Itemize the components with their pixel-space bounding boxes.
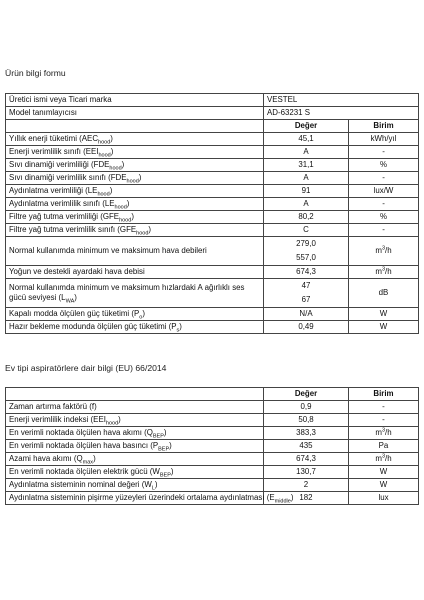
- table-row: [6, 224, 419, 237]
- cell-text: Sıvı dinamiği verimliliği (FDE: [9, 159, 110, 169]
- cell-text: ): [118, 414, 121, 424]
- row-unit: [349, 266, 419, 279]
- row-label: [6, 237, 264, 266]
- row-label: [6, 479, 264, 492]
- subscript-text: BEP: [158, 446, 170, 453]
- value-line: 0,9: [300, 401, 312, 411]
- cell-text: Zaman artırma faktörü (f): [9, 401, 97, 411]
- row-unit: [349, 321, 419, 334]
- subscript-text: middle: [274, 498, 291, 505]
- row-value: [264, 466, 349, 479]
- row-unit: [349, 466, 419, 479]
- cell-text: -: [382, 401, 385, 411]
- cell-text: -: [382, 172, 385, 182]
- value-line: 80,2: [298, 211, 314, 221]
- subscript-text: hood: [126, 178, 139, 185]
- cell-text: lux/W: [373, 185, 394, 195]
- row-label: [6, 492, 294, 505]
- value-line: 557,0: [296, 253, 316, 262]
- value-line: 182: [299, 492, 313, 502]
- cell-text: /h: [385, 245, 392, 255]
- header-unit: Birim: [349, 120, 419, 133]
- superscript-text: 3: [381, 245, 386, 252]
- value-line: AD-63231 S: [267, 107, 310, 117]
- value-line: 435: [299, 440, 313, 450]
- row-unit: [349, 198, 419, 211]
- row-unit: [349, 159, 419, 172]
- cell-text: W: [379, 321, 388, 331]
- row-value: [264, 237, 349, 266]
- row-label: [6, 427, 264, 440]
- row-value: [264, 146, 349, 159]
- cell-text: En verimli noktada ölçülen hava basıncı (P: [9, 440, 159, 450]
- superscript-text: 3: [381, 266, 386, 273]
- cell-text: /h: [385, 427, 392, 437]
- cell-text: /h: [385, 266, 392, 276]
- table-row: [6, 466, 419, 479]
- table-row: [6, 107, 419, 120]
- value-line: 279,0: [296, 239, 316, 248]
- row-value: [264, 198, 349, 211]
- regulation-title: Ev tipi aspiratörlere dair bilgi (EU) 66/2014: [5, 363, 167, 373]
- row-value: [264, 133, 349, 146]
- eu-regulation-table: [5, 387, 419, 505]
- row-label: [6, 211, 264, 224]
- table-row: [6, 94, 419, 107]
- row-unit: [349, 279, 419, 308]
- table-row: [6, 198, 419, 211]
- cell-text: kWh/yıl: [370, 133, 397, 143]
- superscript-text: 3: [381, 427, 386, 434]
- row-unit: [349, 237, 419, 266]
- row-label: [6, 321, 264, 334]
- cell-text: m: [375, 427, 382, 437]
- table-row: [6, 427, 419, 440]
- row-label: [6, 198, 264, 211]
- row-label: [6, 185, 264, 198]
- cell-text: m: [375, 453, 382, 463]
- row-unit: [349, 427, 419, 440]
- table-row: [6, 321, 419, 334]
- cell-text: ): [109, 185, 113, 195]
- row-label: [6, 146, 264, 159]
- cell-text: Enerji verimlilik indeksi (EEI: [9, 414, 106, 424]
- row-unit: [349, 492, 419, 505]
- cell-text: Filtre yağ tutma verimliliği (GFE: [9, 211, 120, 221]
- cell-text: ): [154, 479, 158, 489]
- superscript-text: 3: [381, 453, 386, 460]
- value-line: 50,8: [298, 414, 314, 424]
- table-row: [6, 185, 419, 198]
- cell-text: Pa: [378, 440, 389, 450]
- cell-text: ): [142, 308, 145, 318]
- subscript-text: hood: [105, 420, 119, 427]
- row-value: [264, 479, 349, 492]
- row-label: [6, 159, 264, 172]
- value-line: 31,1: [298, 159, 314, 169]
- cell-text: Normal kullanımda minimum ve maksimum hava debileri: [9, 245, 207, 255]
- table-row: [6, 414, 419, 427]
- row-unit: [349, 308, 419, 321]
- cell-text: ): [74, 293, 77, 302]
- subscript-text: hood: [114, 204, 127, 211]
- cell-text: ): [126, 198, 130, 208]
- row-unit: [349, 401, 419, 414]
- subscript-text: max: [82, 459, 94, 466]
- table-row: [6, 159, 419, 172]
- row-label: [6, 107, 264, 120]
- cell-text: ): [110, 133, 113, 143]
- row-unit: [349, 185, 419, 198]
- row-unit: [349, 211, 419, 224]
- cell-text: Kapalı modda ölçülen güç tüketimi (P: [9, 308, 140, 318]
- product-info-table: [5, 93, 419, 334]
- subscript-text: hood: [97, 191, 110, 198]
- cell-text: dB: [378, 287, 389, 297]
- cell-text: ): [179, 321, 182, 331]
- table-row: [6, 266, 419, 279]
- cell-text: Sıvı dinamiği verimlilik sınıfı (FDE: [9, 172, 127, 182]
- row-value: [264, 172, 349, 185]
- value-line: 45,1: [298, 133, 314, 143]
- header-blank: [6, 120, 264, 133]
- row-label: [6, 224, 264, 237]
- cell-text: /h: [385, 453, 392, 463]
- table-row: [6, 401, 419, 414]
- table-row: [6, 453, 419, 466]
- value-line: C: [303, 224, 309, 234]
- subscript-text: hood: [98, 139, 111, 146]
- cell-text: -: [382, 146, 385, 156]
- row-unit: [349, 440, 419, 453]
- row-unit: [349, 133, 419, 146]
- row-label: [6, 401, 264, 414]
- subscript-text: WA: [65, 298, 75, 305]
- row-unit: [349, 172, 419, 185]
- row-unit: [349, 414, 419, 427]
- cell-text: Enerji verimlilik sınıfı (EEI: [9, 146, 99, 156]
- value-line: 130,7: [296, 466, 316, 476]
- cell-text: Yıllık enerji tüketimi (AEC: [9, 133, 99, 143]
- value-line: 91: [301, 185, 311, 195]
- cell-text: %: [379, 159, 388, 169]
- subscript-text: L: [151, 485, 155, 492]
- header-value: Değer: [264, 120, 349, 133]
- value-line: 0,49: [298, 321, 314, 331]
- row-value: [264, 414, 349, 427]
- table-row: [6, 133, 419, 146]
- row-value: [264, 94, 419, 107]
- cell-text: ): [121, 159, 125, 169]
- row-value: [264, 440, 349, 453]
- cell-text: Azami hava akımı (Q: [9, 453, 83, 463]
- table-row: [6, 279, 419, 308]
- row-label: [6, 266, 264, 279]
- cell-text: -: [382, 224, 385, 234]
- cell-text: ): [290, 492, 294, 502]
- cell-text: %: [379, 211, 388, 221]
- row-label: [6, 133, 264, 146]
- value-line: N/A: [299, 308, 313, 318]
- table-row: [6, 237, 419, 266]
- cell-text: Aydınlatma verimliliği (LE: [9, 185, 98, 195]
- subscript-text: s: [176, 327, 180, 334]
- cell-text: Hazır bekleme modunda ölçülen güç tüketimi (P: [9, 321, 177, 331]
- header-blank: [6, 388, 264, 401]
- table-row: [6, 211, 419, 224]
- cell-text: m: [375, 245, 382, 255]
- row-value: [264, 224, 349, 237]
- form-title: Ürün bilgi formu: [5, 68, 66, 78]
- cell-text: ): [138, 172, 142, 182]
- value-line: A: [303, 146, 309, 156]
- row-value: [264, 321, 349, 334]
- cell-text: Aydınlatma verimlilik sınıfı (LE: [9, 198, 115, 208]
- row-label: [6, 440, 264, 453]
- value-line: 67: [301, 295, 311, 304]
- subscript-text: BEP: [159, 472, 171, 479]
- cell-text: Model tanımlayıcısı: [9, 107, 77, 117]
- row-value: [264, 107, 419, 120]
- row-value: [264, 266, 349, 279]
- cell-text: -: [382, 198, 385, 208]
- header-value: Değer: [264, 388, 349, 401]
- cell-text: Aydınlatma sisteminin pişirme yüzeyleri üzerindeki ortalama aydınlatması (E: [9, 492, 275, 502]
- row-unit: [349, 224, 419, 237]
- row-unit: [349, 146, 419, 159]
- value-line: 2: [303, 479, 309, 489]
- row-value: [264, 427, 349, 440]
- cell-text: W: [379, 466, 388, 476]
- table-header-row: [6, 120, 419, 133]
- cell-text: ): [93, 453, 96, 463]
- cell-text: lux: [378, 492, 389, 502]
- subscript-text: hood: [98, 152, 111, 159]
- row-label: [6, 453, 264, 466]
- table-header-row: [6, 388, 419, 401]
- cell-text: En verimli noktada ölçülen elektrik gücü (W: [9, 466, 160, 476]
- row-label: [6, 279, 264, 308]
- subscript-text: hood: [136, 230, 149, 237]
- cell-text: Normal kullanımda minimum ve maksimum hızlardaki A ağırlıklı ses gücü seviyesi (L: [9, 282, 245, 302]
- value-line: 383,3: [296, 427, 316, 437]
- cell-text: W: [379, 308, 388, 318]
- cell-text: -: [382, 414, 385, 424]
- row-value: [264, 211, 349, 224]
- row-value: [264, 185, 349, 198]
- cell-text: W: [379, 479, 388, 489]
- cell-text: m: [375, 266, 382, 276]
- row-label: [6, 172, 264, 185]
- subscript-text: hood: [109, 165, 122, 172]
- value-line: 674,3: [296, 453, 316, 463]
- table-row: [6, 308, 419, 321]
- cell-text: ): [170, 466, 174, 476]
- row-unit: [349, 479, 419, 492]
- row-label: [6, 414, 264, 427]
- row-value: [264, 308, 349, 321]
- cell-text: ): [163, 427, 167, 437]
- table-row: [6, 492, 419, 505]
- value-line: VESTEL: [267, 94, 298, 104]
- row-value: [264, 401, 349, 414]
- row-label: [6, 466, 264, 479]
- cell-text: ): [131, 211, 134, 221]
- cell-text: ): [148, 224, 152, 234]
- value-line: A: [303, 198, 309, 208]
- cell-text: Aydınlatma sisteminin nominal değeri (W: [9, 479, 152, 489]
- table-row: [6, 479, 419, 492]
- value-line: A: [303, 172, 309, 182]
- subscript-text: BEP: [152, 433, 164, 440]
- row-label: [6, 94, 264, 107]
- cell-text: Filtre yağ tutma verimlilik sınıfı (GFE: [9, 224, 137, 234]
- row-value: [264, 279, 349, 308]
- cell-text: Üretici ismi veya Ticari marka: [9, 94, 112, 104]
- subscript-text: o: [139, 314, 143, 321]
- cell-text: ): [169, 440, 172, 450]
- cell-text: En verimli noktada ölçülen hava akımı (Q: [9, 427, 153, 437]
- row-value: [264, 159, 349, 172]
- value-line: 674,3: [296, 266, 316, 276]
- subscript-text: hood: [119, 217, 132, 224]
- cell-text: Yoğun ve destekli ayardaki hava debisi: [9, 266, 145, 276]
- value-line: 47: [301, 281, 311, 290]
- row-label: [6, 308, 264, 321]
- header-unit: Birim: [349, 388, 419, 401]
- row-unit: [349, 453, 419, 466]
- table-row: [6, 440, 419, 453]
- table-row: [6, 172, 419, 185]
- cell-text: ): [110, 146, 114, 156]
- row-value: [264, 453, 349, 466]
- table-row: [6, 146, 419, 159]
